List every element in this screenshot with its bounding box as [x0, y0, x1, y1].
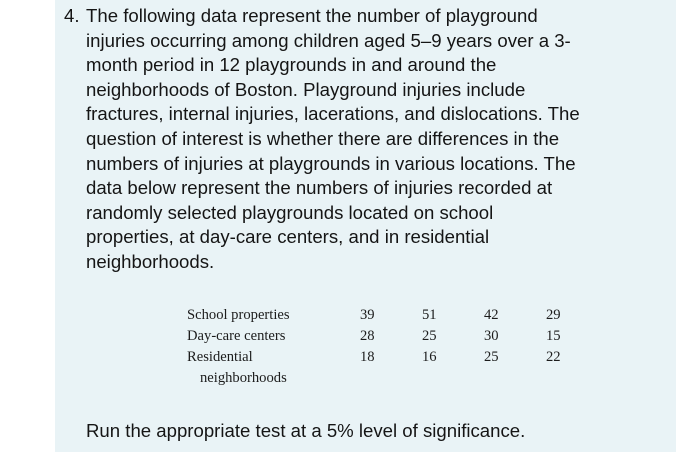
table-cell: 15	[546, 328, 561, 344]
row-label: Day-care centers	[187, 328, 286, 344]
problem-line: numbers of injuries at playgrounds in various locations. The	[86, 152, 576, 174]
problem-line: month period in 12 playgrounds in and around the	[86, 54, 497, 76]
problem-number: 4.	[64, 5, 80, 26]
table-row	[187, 347, 608, 368]
table-cell: 25	[422, 328, 437, 344]
injuries-table	[187, 305, 608, 389]
row-label: Residential	[187, 349, 253, 365]
row-label-continuation: neighborhoods	[200, 370, 287, 386]
table-cell: 39	[360, 307, 375, 323]
instruction-text: Run the appropriate test at a 5% level of significance.	[86, 420, 526, 441]
table-cell: 28	[360, 328, 375, 344]
problem-line: neighborhoods of Boston. Playground injuries include	[86, 78, 526, 100]
table-cell: 18	[360, 349, 375, 365]
table-row	[187, 368, 608, 389]
problem-line: properties, at day-care centers, and in residential	[86, 226, 490, 248]
problem-line: question of interest is whether there are differences in the	[86, 127, 560, 149]
table-row	[187, 305, 608, 326]
problem-line: neighborhoods.	[86, 250, 215, 272]
table-row	[187, 326, 608, 347]
problem-line: randomly selected playgrounds located on school	[86, 201, 494, 223]
table-cell: 30	[484, 328, 499, 344]
table-cell: 42	[484, 307, 499, 323]
table-cell: 16	[422, 349, 437, 365]
problem-line: The following data represent the number of playground	[86, 5, 538, 26]
problem-line: injuries occurring among children aged 5–9 years over a 3-	[86, 29, 571, 51]
table-cell: 25	[484, 349, 499, 365]
table-cell: 29	[546, 307, 561, 323]
table-cell: 22	[546, 349, 561, 365]
problem-body	[86, 4, 666, 275]
problem-line: data below represent the numbers of injuries recorded at	[86, 177, 553, 199]
table-cell: 51	[422, 307, 437, 323]
row-label: School properties	[187, 307, 290, 323]
problem-line: fractures, internal injuries, lacerations, and dislocations. The	[86, 103, 580, 125]
